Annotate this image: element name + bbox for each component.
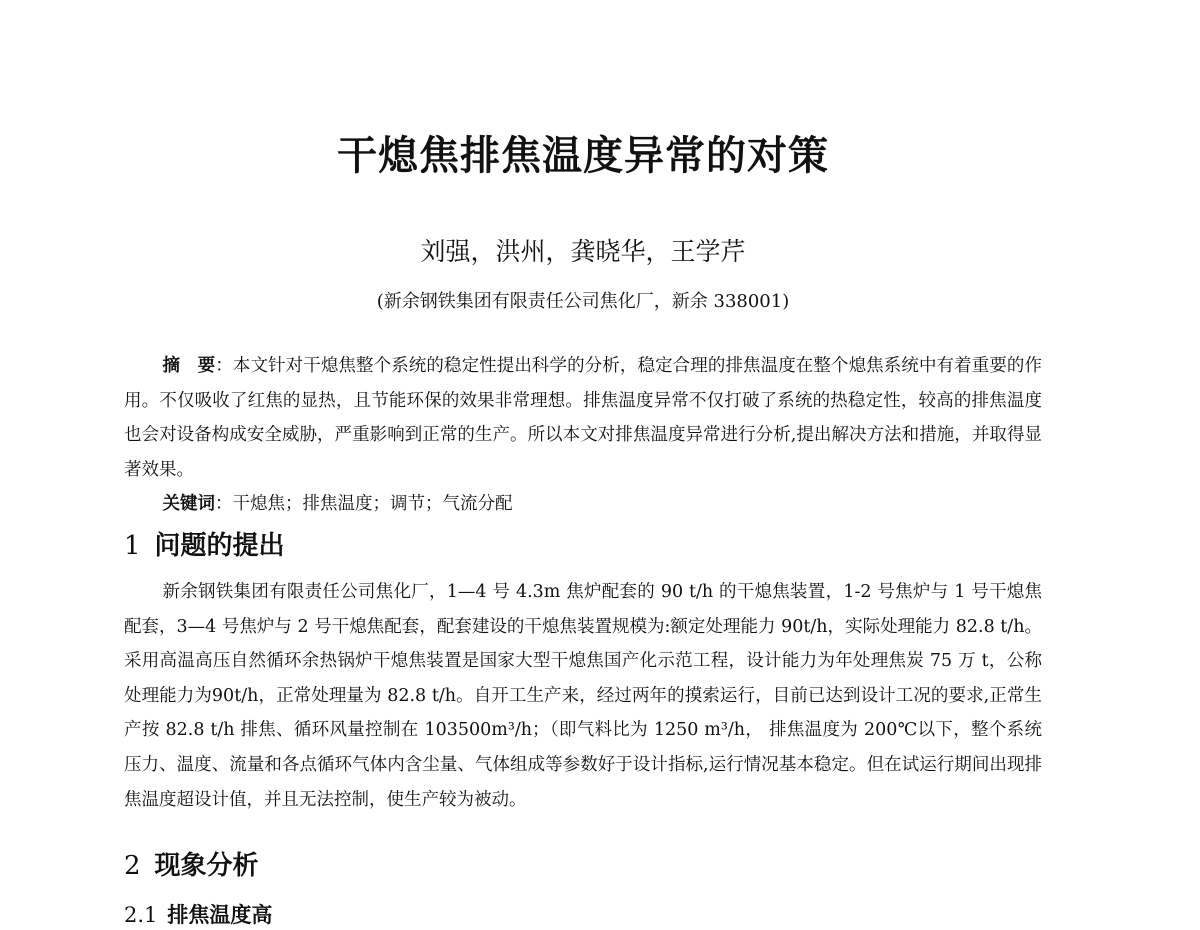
keywords-paragraph	[124, 487, 1042, 522]
section-1-number: 1	[124, 531, 141, 561]
section-1-paragraph: 新余钢铁集团有限责任公司焦化厂，1—4 号 4.3m 焦炉配套的 90 t/h 的干熄焦装置，1-2 号焦炉与 1 号干熄焦配套，3—4 号焦炉与 2 号干熄焦配套，配套建设的干熄焦装置规模为:额定处理能力 90t/h，实际处理能力 82.8 t/h。采用高温高压自然循环余热锅炉干熄焦装置是国家大型干熄焦国产化示范工程，设计能力为年处理焦炭 75 万 t，公称处理能力为90t/h，正常处理量为 82.8 t/h。自开工生产来，经过两年的摸索运行，目前已达到设计工况的要求,正常生产按 82.8 t/h 排焦、循环风量控制在 103500m³/h；（即气料比为 1250 m³/h， 排焦温度为 200℃以下，整个系统压力、温度、流量和各点循环气体内含尘量、气体组成等参数好于设计指标,运行情况基本稳定。但在试运行期间出现排焦温度超设计值，并且无法控制，使生产较为被动。	[124, 582, 1042, 810]
keywords-label: 关键词	[162, 494, 215, 515]
section-2-heading	[124, 848, 259, 884]
section-1-body	[124, 575, 1042, 817]
section-1-heading	[124, 528, 285, 564]
subsection-2-1-title: 排焦温度高	[167, 903, 273, 927]
paper-title: 干熄焦排焦温度异常的对策	[337, 133, 829, 179]
section-2-number: 2	[124, 851, 141, 881]
author-list: 刘强，洪州，龚晓华，王学芹	[420, 237, 746, 266]
subsection-2-1-heading	[124, 900, 272, 930]
subsection-2-1-number: 2.1	[124, 903, 158, 927]
section-1-title: 问题的提出	[154, 531, 285, 561]
section-2-title: 现象分析	[154, 851, 259, 881]
abstract-paragraph	[124, 349, 1042, 487]
affiliation: (新余钢铁集团有限责任公司焦化厂，新余 338001)	[376, 291, 790, 312]
abstract-block	[124, 349, 1042, 522]
abstract-label: 摘 要	[162, 356, 216, 376]
abstract-text: ：本文针对干熄焦整个系统的稳定性提出科学的分析，稳定合理的排焦温度在整个熄焦系统中有着重要的作用。不仅吸收了红焦的显热，且节能环保的效果非常理想。排焦温度异常不仅打破了系统的热稳定性，较高的排焦温度也会对设备构成安全威胁，严重影响到正常的生产。所以本文对排焦温度异常进行分析,提出解决方法和措施，并取得显著效果。	[124, 356, 1043, 480]
keywords-text: ：干熄焦；排焦温度；调节；气流分配	[215, 494, 513, 515]
